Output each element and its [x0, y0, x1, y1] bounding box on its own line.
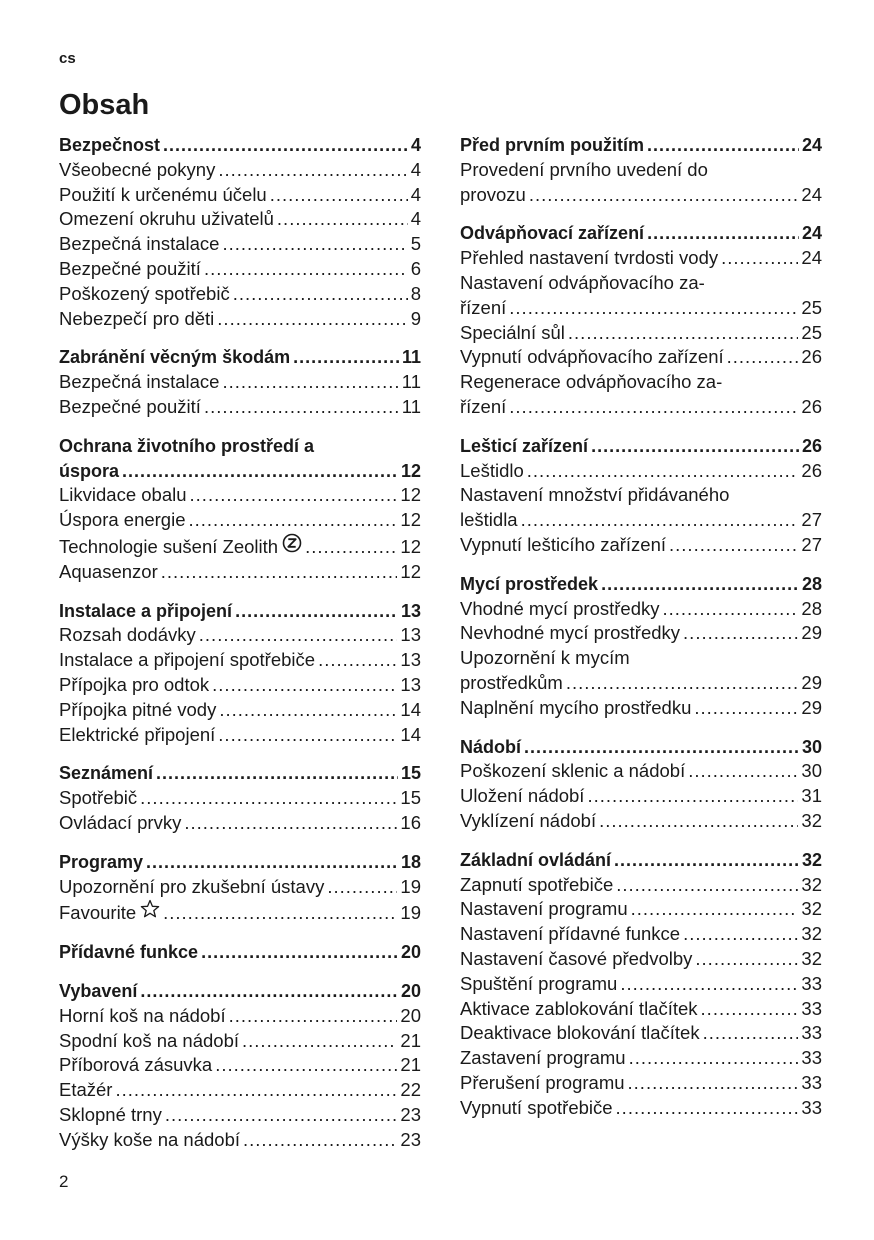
- toc-section: [460, 434, 822, 558]
- toc-page-number: 11: [401, 371, 421, 393]
- toc-entry-label: Bezpečná instalace: [59, 233, 220, 255]
- toc-page-number: 22: [400, 1079, 421, 1101]
- leader-dots: [509, 395, 798, 420]
- leader-dots: [647, 221, 799, 246]
- leader-dots: [628, 1071, 799, 1096]
- leader-dots: [222, 232, 407, 257]
- toc-page-number: 30: [801, 736, 822, 757]
- toc-entry-label: Nastavení přídavné funkce: [460, 923, 681, 945]
- toc-entry-label: provozu: [460, 183, 526, 205]
- toc-entry[interactable]: [59, 899, 421, 926]
- toc-heading[interactable]: [59, 940, 421, 965]
- leader-dots: [683, 621, 798, 646]
- toc-entry-label: Favourite: [59, 902, 137, 924]
- leader-dots: [521, 508, 799, 533]
- toc-entry[interactable]: [59, 257, 421, 282]
- toc-page-number: 27: [801, 509, 822, 531]
- leader-dots: [217, 307, 407, 332]
- toc-page-number: 23: [400, 1128, 421, 1150]
- leader-dots: [293, 345, 399, 370]
- toc-page-number: 29: [801, 696, 822, 718]
- toc-page-number: 13: [400, 624, 421, 646]
- toc-heading-label: Nádobí: [460, 736, 521, 757]
- toc-entry-label: Použití k určenému účelu: [59, 183, 267, 205]
- toc-entry-label: Vyklízení nádobí: [460, 809, 597, 831]
- leader-dots: [243, 1128, 397, 1153]
- toc-section: [460, 221, 822, 419]
- toc-entry-label: Bezpečné použití: [59, 395, 201, 417]
- toc-page-number: 5: [410, 233, 421, 255]
- leader-dots: [701, 997, 799, 1022]
- toc-entry-label: Přípojka pro odtok: [59, 673, 210, 695]
- toc-page-number: 21: [400, 1054, 421, 1076]
- toc-heading-label: Lešticí zařízení: [460, 435, 589, 456]
- toc-entry[interactable]: [59, 207, 421, 232]
- toc-entry-label: Vypnutí spotřebiče: [460, 1096, 613, 1118]
- toc-entry[interactable]: [59, 673, 421, 698]
- leader-dots: [204, 395, 399, 420]
- leader-dots: [218, 158, 407, 183]
- toc-page-number: 26: [801, 459, 822, 481]
- leader-dots: [212, 673, 397, 698]
- toc-section: [59, 434, 421, 585]
- toc-section: [460, 848, 822, 1121]
- toc-entry[interactable]: [460, 809, 822, 834]
- toc-entry-label: Ovládací prvky: [59, 811, 182, 833]
- toc-heading[interactable]: [59, 133, 421, 158]
- toc-section: [59, 979, 421, 1153]
- toc-page-number: 13: [400, 673, 421, 695]
- toc-entry-label: Leštidlo: [460, 459, 524, 481]
- toc-entry-label: Aquasenzor: [59, 560, 158, 582]
- leader-dots: [614, 848, 799, 873]
- language-code: cs: [59, 50, 76, 67]
- toc-page-number: 16: [400, 811, 421, 833]
- toc-page-number: 26: [801, 435, 822, 456]
- leader-dots: [688, 759, 798, 784]
- toc-entry-label: Sklopné trny: [59, 1103, 162, 1125]
- leader-dots: [629, 1046, 799, 1071]
- leader-dots: [163, 133, 408, 158]
- toc-entry-label: Uložení nádobí: [460, 785, 585, 807]
- toc-page-number: 13: [400, 600, 421, 621]
- leader-dots: [201, 940, 398, 965]
- toc-entry[interactable]: [460, 533, 822, 558]
- toc-entry-label: Speciální sůl: [460, 321, 565, 343]
- toc-section: [460, 572, 822, 721]
- leader-dots: [140, 786, 397, 811]
- toc-heading[interactable]: [59, 345, 421, 370]
- toc-heading-label: Seznámení: [59, 763, 154, 784]
- toc-entry-label: Omezení okruhu uživatelů: [59, 208, 274, 230]
- toc-entry[interactable]: [460, 947, 822, 972]
- toc-entry[interactable]: [59, 1128, 421, 1153]
- toc-entry-label: Spotřebič: [59, 787, 138, 809]
- toc-entry-label: Etažér: [59, 1079, 113, 1101]
- toc-left-column: [59, 133, 421, 1166]
- toc-section: [59, 940, 421, 965]
- leader-dots: [587, 784, 798, 809]
- toc-entry[interactable]: [59, 1004, 421, 1029]
- toc-page-number: 26: [801, 395, 822, 417]
- toc-heading-label: Bezpečnost: [59, 135, 161, 155]
- toc-entry[interactable]: [59, 158, 421, 183]
- leader-dots: [233, 282, 408, 307]
- leader-dots: [616, 1096, 799, 1121]
- toc-page-number: 24: [801, 135, 822, 155]
- toc-entry-label: Spodní koš na nádobí: [59, 1029, 240, 1051]
- toc-heading[interactable]: [460, 848, 822, 873]
- toc-entry-line: Provedení prvního uvedení do: [460, 158, 708, 180]
- toc-heading-label: Programy: [59, 851, 144, 872]
- toc-page-number: 15: [400, 763, 421, 784]
- toc-entry[interactable]: [59, 370, 421, 395]
- toc-heading[interactable]: [59, 459, 421, 484]
- zeolith-icon: [282, 533, 302, 560]
- leader-dots: [631, 897, 799, 922]
- leader-dots: [163, 901, 397, 926]
- leader-dots: [662, 597, 798, 622]
- toc-page-number: 14: [400, 698, 421, 720]
- leader-dots: [721, 246, 798, 271]
- toc-page-number: 32: [801, 923, 822, 945]
- leader-dots: [683, 922, 798, 947]
- toc-page-number: 29: [801, 622, 822, 644]
- toc-page-number: 4: [410, 158, 421, 180]
- star-icon: [140, 899, 160, 926]
- toc-entry[interactable]: [59, 483, 421, 508]
- toc-entry-label: Spuštění programu: [460, 972, 618, 994]
- toc-entry-label: Instalace a připojení spotřebiče: [59, 649, 316, 671]
- toc-entry-label: Zastavení programu: [460, 1047, 626, 1069]
- toc-entry[interactable]: [59, 1078, 421, 1103]
- toc-entry-line: Upozornění k mycím: [460, 647, 630, 669]
- toc-heading-label: Instalace a připojení: [59, 600, 233, 621]
- toc-page-number: 20: [400, 980, 421, 1001]
- toc-entry[interactable]: [59, 508, 421, 533]
- toc-entry[interactable]: [59, 1053, 421, 1078]
- toc-page-number: 20: [400, 1004, 421, 1026]
- toc-page-number: 15: [400, 787, 421, 809]
- leader-dots: [527, 459, 799, 484]
- toc-page-number: 14: [400, 723, 421, 745]
- toc-entry[interactable]: [460, 597, 822, 622]
- toc-page-number: 11: [401, 347, 421, 368]
- toc-page-number: 32: [801, 873, 822, 895]
- toc-entry[interactable]: [460, 508, 822, 533]
- toc-heading[interactable]: [460, 434, 822, 459]
- toc-entry-label: Nebezpečí pro děti: [59, 307, 215, 329]
- leader-dots: [727, 345, 799, 370]
- toc-entry-label: Zapnutí spotřebiče: [460, 873, 614, 895]
- toc-entry-label: leštidla: [460, 509, 518, 531]
- toc-entry-label: Vypnutí lešticího zařízení: [460, 533, 667, 555]
- leader-dots: [235, 599, 398, 624]
- page-title: Obsah: [59, 89, 150, 121]
- toc-page-number: 33: [801, 1096, 822, 1118]
- toc-page-number: 33: [801, 1022, 822, 1044]
- leader-dots: [199, 623, 398, 648]
- toc-page-number: 33: [801, 1071, 822, 1093]
- leader-dots: [695, 947, 798, 972]
- toc-entry[interactable]: [460, 183, 822, 208]
- toc-heading-label: Odvápňovací zařízení: [460, 223, 645, 244]
- leader-dots: [146, 850, 398, 875]
- toc-heading[interactable]: [59, 979, 421, 1004]
- toc-page-number: 31: [801, 785, 822, 807]
- toc-page-number: 28: [801, 597, 822, 619]
- leader-dots: [204, 257, 408, 282]
- toc-entry-label: Poškození sklenic a nádobí: [460, 760, 686, 782]
- toc-entry-label: Rozsah dodávky: [59, 624, 196, 646]
- toc-entry[interactable]: [460, 897, 822, 922]
- toc-page-number: 9: [410, 307, 421, 329]
- toc-entry[interactable]: [460, 1021, 822, 1046]
- toc-entry[interactable]: [59, 723, 421, 748]
- leader-dots: [190, 483, 398, 508]
- toc-entry[interactable]: [460, 759, 822, 784]
- toc-section: [460, 133, 822, 207]
- toc-section: [460, 735, 822, 834]
- leader-dots: [189, 508, 398, 533]
- toc-page-number: 32: [801, 849, 822, 870]
- toc-entry-label: Vypnutí odvápňovacího zařízení: [460, 346, 724, 368]
- toc-heading-line: Ochrana životního prostředí a: [59, 435, 315, 456]
- leader-dots: [616, 873, 798, 898]
- toc-entry[interactable]: [460, 696, 822, 721]
- toc-page-number: 12: [400, 460, 421, 481]
- toc-heading[interactable]: [460, 133, 822, 158]
- toc-page-number: 13: [400, 649, 421, 671]
- leader-dots: [277, 207, 408, 232]
- leader-dots: [115, 1078, 397, 1103]
- toc-entry-label: Přípojka pitné vody: [59, 698, 217, 720]
- toc-page-number: 25: [801, 321, 822, 343]
- toc-entry[interactable]: [59, 1029, 421, 1054]
- toc-heading[interactable]: [460, 735, 822, 760]
- leader-dots: [601, 572, 799, 597]
- leader-dots: [218, 723, 397, 748]
- toc-entry[interactable]: [460, 972, 822, 997]
- toc-entry-label: Bezpečná instalace: [59, 371, 220, 393]
- toc-entry-label: Nevhodné mycí prostředky: [460, 622, 681, 644]
- toc-entry-label: řízení: [460, 395, 507, 417]
- toc-page-number: 29: [801, 671, 822, 693]
- toc-page-number: 4: [410, 135, 421, 155]
- toc-entry[interactable]: [460, 1046, 822, 1071]
- toc-entry[interactable]: [460, 459, 822, 484]
- toc-heading-label: Základní ovládání: [460, 849, 612, 870]
- toc-entry-label: Horní koš na nádobí: [59, 1004, 226, 1026]
- leader-dots: [524, 735, 799, 760]
- toc-entry[interactable]: [460, 922, 822, 947]
- toc-page-number: 21: [400, 1029, 421, 1051]
- toc-page-number: 24: [801, 183, 822, 205]
- leader-dots: [165, 1103, 398, 1128]
- toc-entry-label: Bezpečné použití: [59, 257, 201, 279]
- toc-heading[interactable]: [59, 850, 421, 875]
- toc-page-number: 25: [801, 296, 822, 318]
- toc-entry-line: Nastavení odvápňovacího za-: [460, 271, 705, 293]
- toc-heading-label: úspora: [59, 460, 120, 481]
- toc-entry[interactable]: [460, 1071, 822, 1096]
- toc-heading[interactable]: [59, 599, 421, 624]
- toc-page-number: 12: [400, 484, 421, 506]
- toc-page-number: 27: [801, 533, 822, 555]
- toc-page-number: 24: [801, 223, 822, 244]
- toc-entry[interactable]: [59, 811, 421, 836]
- leader-dots: [620, 972, 798, 997]
- leader-dots: [305, 535, 397, 560]
- toc-section: [59, 850, 421, 926]
- toc-entry[interactable]: [460, 246, 822, 271]
- toc-entry[interactable]: [59, 648, 421, 673]
- toc-entry[interactable]: [59, 786, 421, 811]
- leader-dots: [669, 533, 798, 558]
- toc-page-number: 12: [400, 509, 421, 531]
- leader-dots: [122, 459, 398, 484]
- toc-entry-label: Aktivace zablokování tlačítek: [460, 997, 698, 1019]
- toc-page-number: 30: [801, 760, 822, 782]
- toc-entry-label: prostředkům: [460, 671, 563, 693]
- toc-heading-label: Před prvním použitím: [460, 135, 645, 155]
- toc-entry-line: Regenerace odvápňovacího za-: [460, 371, 723, 393]
- toc-page-number: 32: [801, 809, 822, 831]
- toc-entry-label: Nastavení časové předvolby: [460, 947, 693, 969]
- toc-page-number: 19: [400, 902, 421, 924]
- toc-page-number: 8: [410, 282, 421, 304]
- toc-entry[interactable]: [59, 560, 421, 585]
- leader-dots: [242, 1029, 397, 1054]
- leader-dots: [591, 434, 799, 459]
- toc-entry[interactable]: [460, 1096, 822, 1121]
- page-number: 2: [59, 1172, 69, 1191]
- toc-entry-label: Vhodné mycí prostředky: [460, 597, 660, 619]
- toc-entry-label: Technologie sušení Zeolith: [59, 535, 279, 557]
- leader-dots: [219, 698, 397, 723]
- toc-page-number: 32: [801, 898, 822, 920]
- toc-heading-label: Mycí prostředek: [460, 573, 599, 594]
- toc-entry[interactable]: [59, 183, 421, 208]
- toc-entry-label: Všeobecné pokyny: [59, 158, 216, 180]
- toc-entry[interactable]: [460, 395, 822, 420]
- toc-page-number: 6: [410, 257, 421, 279]
- toc-heading[interactable]: [460, 221, 822, 246]
- toc-page-number: 4: [410, 183, 421, 205]
- toc-heading[interactable]: [59, 761, 421, 786]
- toc-entry-label: Naplnění mycího prostředku: [460, 696, 692, 718]
- leader-dots: [270, 183, 408, 208]
- toc-entry-label: Deaktivace blokování tlačítek: [460, 1022, 700, 1044]
- toc-entry[interactable]: [59, 533, 421, 560]
- toc-entry[interactable]: [460, 621, 822, 646]
- toc-entry[interactable]: [59, 623, 421, 648]
- toc-entry[interactable]: [59, 1103, 421, 1128]
- toc-entry-line: Nastavení množství přidávaného: [460, 484, 730, 506]
- toc-entry-label: Poškozený spotřebič: [59, 282, 230, 304]
- leader-dots: [703, 1021, 799, 1046]
- toc-section: [59, 761, 421, 835]
- toc-page-number: 24: [801, 247, 822, 269]
- leader-dots: [161, 560, 398, 585]
- toc-page-number: 32: [801, 947, 822, 969]
- toc-page-number: 19: [400, 875, 421, 897]
- toc-entry-label: Přehled nastavení tvrdosti vody: [460, 247, 719, 269]
- toc-page-number: 28: [801, 573, 822, 594]
- toc-page-number: 20: [400, 942, 421, 963]
- toc-heading-label: Vybavení: [59, 980, 138, 1001]
- toc-entry[interactable]: [59, 875, 421, 900]
- toc-section: [59, 133, 421, 331]
- leader-dots: [222, 370, 398, 395]
- toc-entry[interactable]: [460, 345, 822, 370]
- toc-page-number: 12: [400, 560, 421, 582]
- toc-page-number: 23: [400, 1103, 421, 1125]
- toc-page-number: 18: [400, 851, 421, 872]
- leader-dots: [694, 696, 798, 721]
- toc-page-number: 33: [801, 1047, 822, 1069]
- leader-dots: [509, 296, 798, 321]
- toc-entry[interactable]: [460, 321, 822, 346]
- toc-entry[interactable]: [460, 671, 822, 696]
- toc-entry-label: Nastavení programu: [460, 898, 628, 920]
- leader-dots: [140, 979, 398, 1004]
- toc-entry-label: Elektrické připojení: [59, 723, 216, 745]
- toc-heading-label: Přídavné funkce: [59, 942, 199, 963]
- toc-section: [59, 345, 421, 419]
- toc-page-number: 11: [401, 395, 421, 417]
- toc-entry[interactable]: [59, 698, 421, 723]
- toc-entry[interactable]: [460, 997, 822, 1022]
- leader-dots: [156, 761, 398, 786]
- toc-entry-label: Příborová zásuvka: [59, 1054, 213, 1076]
- leader-dots: [184, 811, 397, 836]
- toc-heading[interactable]: [460, 572, 822, 597]
- toc-page-number: 26: [801, 346, 822, 368]
- toc-entry-label: Výšky koše na nádobí: [59, 1128, 240, 1150]
- leader-dots: [318, 648, 397, 673]
- leader-dots: [566, 671, 799, 696]
- toc-entry-label: Úspora energie: [59, 509, 186, 531]
- toc-page-number: 33: [801, 997, 822, 1019]
- toc-page-number: 12: [400, 535, 421, 557]
- toc-entry[interactable]: [59, 232, 421, 257]
- toc-heading-label: Zabránění věcným škodám: [59, 347, 291, 368]
- toc-entry[interactable]: [460, 784, 822, 809]
- toc-entry-label: Přerušení programu: [460, 1071, 625, 1093]
- toc-entry[interactable]: [460, 296, 822, 321]
- toc-page-number: 4: [410, 208, 421, 230]
- leader-dots: [599, 809, 798, 834]
- toc-entry[interactable]: [59, 282, 421, 307]
- leader-dots: [568, 321, 799, 346]
- leader-dots: [529, 183, 799, 208]
- toc-right-column: [460, 133, 822, 1134]
- leader-dots: [647, 133, 799, 158]
- leader-dots: [229, 1004, 398, 1029]
- leader-dots: [327, 875, 397, 900]
- toc-page-number: 33: [801, 972, 822, 994]
- toc-entry-label: řízení: [460, 296, 507, 318]
- toc-entry[interactable]: [460, 873, 822, 898]
- toc-entry[interactable]: [59, 307, 421, 332]
- toc-entry[interactable]: [59, 395, 421, 420]
- leader-dots: [215, 1053, 397, 1078]
- toc-entry-label: Likvidace obalu: [59, 484, 187, 506]
- toc-section: [59, 599, 421, 748]
- toc-entry-label: Upozornění pro zkušební ústavy: [59, 875, 325, 897]
